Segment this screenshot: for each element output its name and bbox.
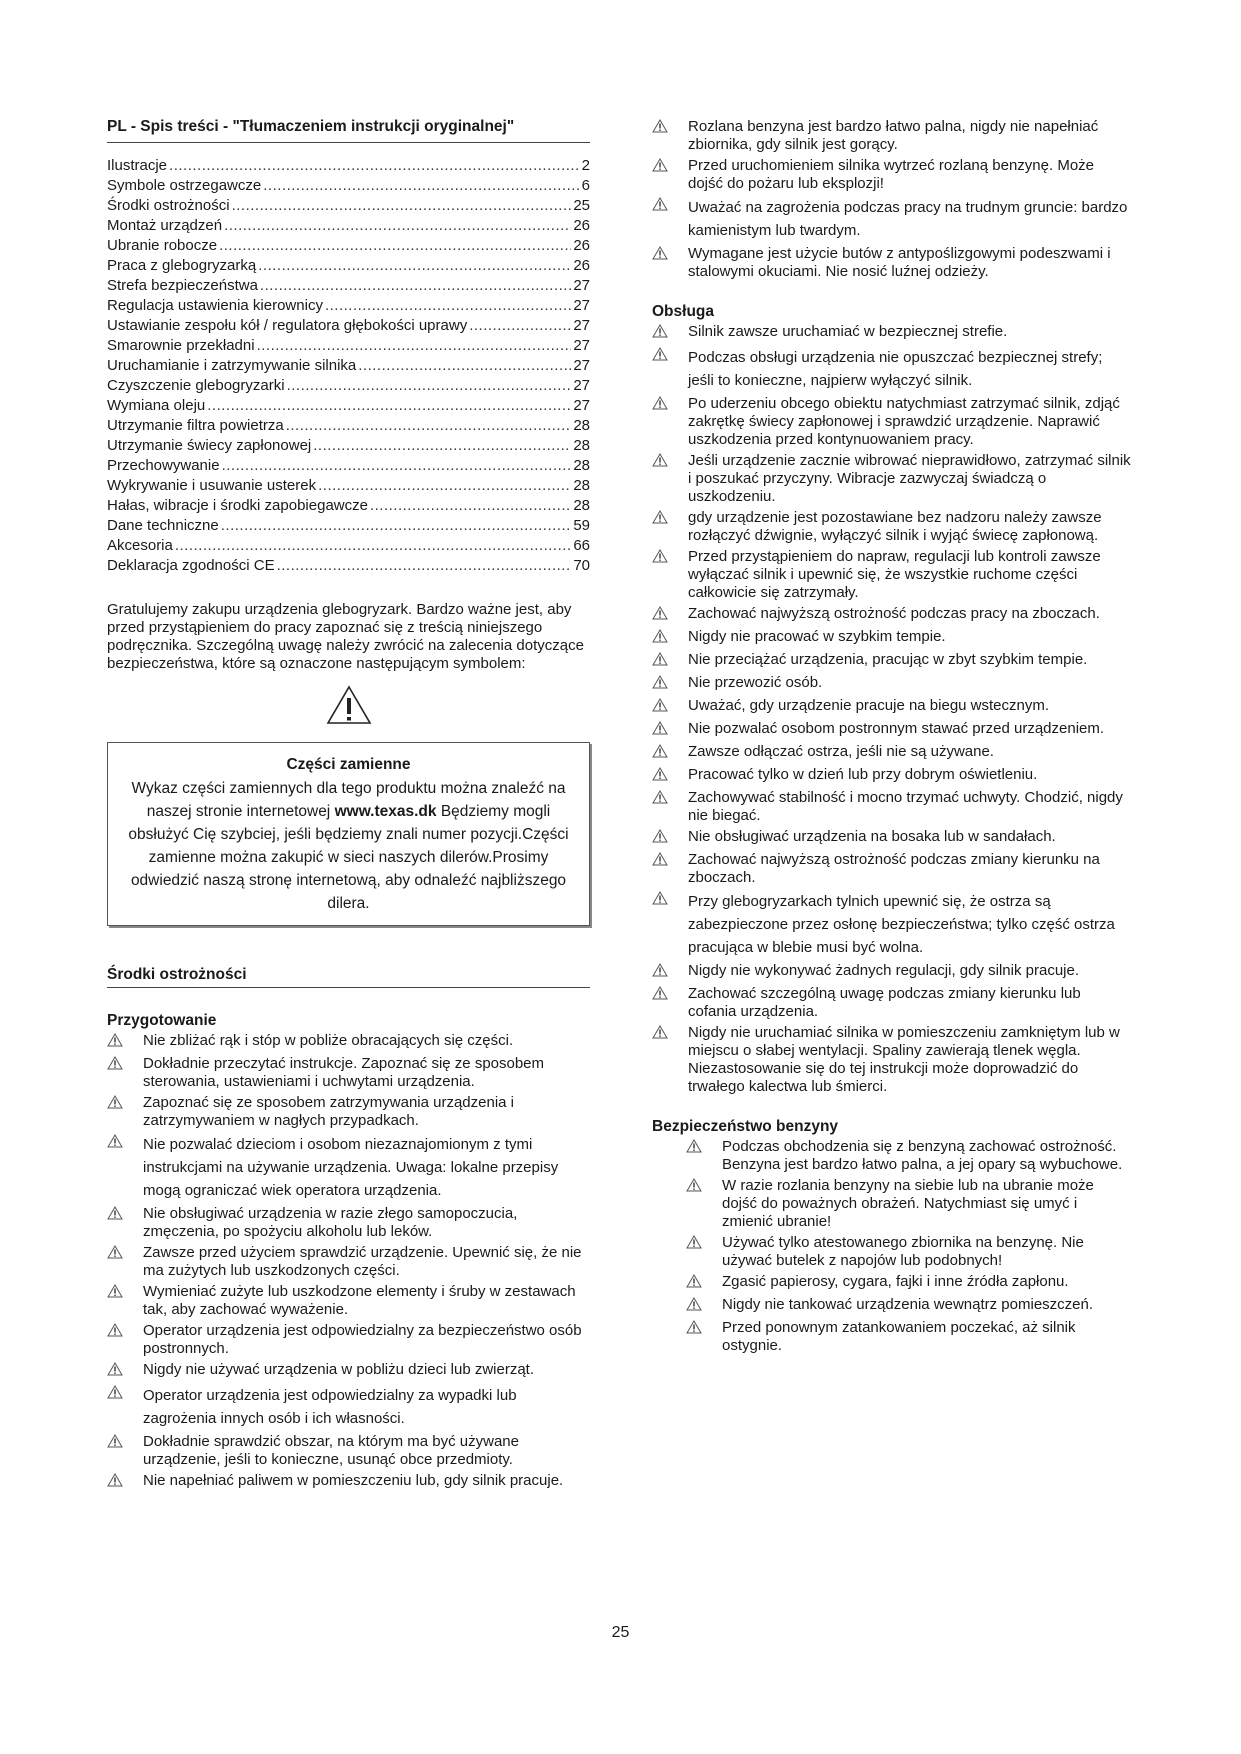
warning-item [652,1138,1132,1174]
warning-triangle-icon [652,605,688,625]
warning-text: Silnik zawsze uruchamiać w bezpiecznej strefie. [688,323,1008,340]
warning-triangle-icon [652,828,688,848]
warning-text: Uważać na zagrożenia podczas pracy na trudnym gruncie: bardzo kamienistym lub twardym. [688,199,1128,239]
preparation-list [107,1032,590,1492]
spare-parts-title: Części zamienne [286,756,411,773]
warning-triangle-icon [107,1433,143,1453]
toc-entry-page: 25 [573,197,590,214]
toc-entry[interactable] [107,417,590,437]
warning-text: Używać tylko atestowanego zbiornika na benzynę. Nie używać butelek z napojów lub podobnych! [722,1234,1084,1269]
warning-text: Nigdy nie używać urządzenia w pobliżu dzieci lub zwierząt. [143,1361,535,1378]
toc-entry-label: Utrzymanie świecy zapłonowej [107,437,312,454]
toc-entry-page: 26 [573,217,590,234]
toc-leader-dots [313,437,571,455]
toc-entry-page: 27 [573,297,590,314]
warning-triangle-icon [652,245,688,265]
warning-item [652,118,1132,154]
warning-item [652,1177,1132,1231]
warning-triangle-icon [652,1177,722,1197]
warning-text: Przed ponownym zatankowaniem poczekać, aż silnik ostygnie. [722,1319,1076,1354]
warning-item [107,1322,590,1358]
warning-text: Przed uruchomieniem silnika wytrzeć rozlaną benzynę. Może dojść do pożaru lub eksplozji! [688,157,1095,192]
warning-item [652,157,1132,193]
warning-item [107,1205,590,1241]
warning-triangle-icon [652,789,688,809]
intro-paragraph: Gratulujemy zakupu urządzenia glebogryzark. Bardzo ważne jest, aby przed przystąpieniem do pracy zapoznać się z treścią niniejszego podręcznika. Szczególną uwagę należy zwrócić na zalecenia dotyczące bezpieczeństwa, które są oznaczone następującym symbolem: [107,601,584,672]
toc-entry[interactable] [107,397,590,417]
toc-entry-label: Symbole ostrzegawcze [107,177,262,194]
toc-entry-label: Regulacja ustawienia kierownicy [107,297,323,314]
warning-triangle-icon [652,628,688,648]
warning-triangle-icon [652,720,688,740]
warning-text: Operator urządzenia jest odpowiedzialny za wypadki lub zagrożenia innych osób i ich własności. [143,1387,517,1427]
warning-item [652,743,1132,763]
toc-leader-dots [258,257,571,275]
warning-item [652,395,1132,449]
preparation-list-continued [652,118,1132,281]
toc-entry-page: 66 [573,537,590,554]
toc-entry[interactable] [107,357,590,377]
warning-text: Rozlana benzyna jest bardzo łatwo palna, nigdy nie napełniać zbiornika, gdy silnik jest gorący. [688,118,1099,153]
left-column [107,118,590,1495]
toc-entry-label: Hałas, wibracje i środki zapobiegawcze [107,497,368,514]
warning-item [107,1032,590,1052]
warning-triangle-icon [652,851,688,871]
toc-entry-page: 27 [573,397,590,414]
warning-text: Nigdy nie pracować w szybkim tempie. [688,628,946,645]
toc-leader-dots [257,337,572,355]
toc-leader-dots [260,277,571,295]
warning-text: Zawsze przed użyciem sprawdzić urządzenie. Upewnić się, że nie ma zużytych lub uszkodzonych części. [143,1244,582,1279]
toc-leader-dots [277,557,572,575]
toc-entry[interactable] [107,537,590,557]
toc-leader-dots [224,217,571,235]
toc-entry-page: 26 [573,237,590,254]
toc-entry[interactable] [107,337,590,357]
warning-text: Jeśli urządzenie zacznie wibrować nieprawidłowo, zatrzymać silnik i poszukać przyczyny. Wibracje zazwyczaj świadczą o uszkodzeniu. [688,452,1131,505]
toc-entry-label: Smarownie przekładni [107,337,255,354]
toc-entry-label: Praca z glebogryzarką [107,257,257,274]
toc-leader-dots [175,537,571,555]
warning-triangle-icon [652,962,688,982]
warning-text: Zachować najwyższą ostrożność podczas pracy na zboczach. [688,605,1100,622]
warning-text: Uważać, gdy urządzenie pracuje na biegu wstecznym. [688,697,1050,714]
warning-item [107,1244,590,1280]
warning-item [107,1055,590,1091]
toc-entry[interactable] [107,237,590,257]
warning-item [652,628,1132,648]
toc-entry-page: 27 [573,317,590,334]
warning-triangle-icon [652,1273,722,1293]
warning-triangle-icon [652,323,688,343]
warning-text: W razie rozlania benzyny na siebie lub na ubranie może dojść do poważnych obrażeń. Natychmiast się umyć i zmienić ubranie! [722,1177,1094,1230]
toc-leader-dots [263,177,579,195]
warning-text: Zawsze odłączać ostrza, jeśli nie są używane. [688,743,994,760]
toc-entry[interactable] [107,557,590,577]
toc-entry-label: Akcesoria [107,537,173,554]
warning-triangle-icon [107,1384,143,1404]
warning-triangle-icon [652,697,688,717]
warning-triangle-icon [107,1055,143,1075]
warning-text: Zachować najwyższą ostrożność podczas zmiany kierunku na zboczach. [688,851,1100,886]
warning-text: Zapoznać się ze sposobem zatrzymywania urządzenia i zatrzymywaniem w nagłych przypadkach. [143,1094,515,1129]
warning-item [652,720,1132,740]
toc-leader-dots [221,517,572,535]
toc-entry-page: 70 [573,557,590,574]
warning-triangle-icon [107,1094,143,1114]
toc-leader-dots [207,397,571,415]
toc-leader-dots [358,357,571,375]
toc-entry[interactable] [107,437,590,457]
warning-item [107,1472,590,1492]
toc-title: PL - Spis treści - "Tłumaczeniem instrukcji oryginalnej" [107,118,590,143]
website-link[interactable]: www.texas.dk [334,803,437,820]
warning-triangle-icon [107,1283,143,1303]
warning-triangle-icon [652,1319,722,1339]
warning-text: Podczas obsługi urządzenia nie opuszczać bezpiecznej strefy; jeśli to konieczne, najpierw wyłączyć silnik. [688,349,1103,389]
toc-entry-label: Utrzymanie filtra powietrza [107,417,284,434]
safety-section-title: Środki ostrożności [107,966,590,988]
warning-text: Wymagane jest użycie butów z antypoślizgowymi podeszwami i stalowymi okuciami. Nie nosić luźnej odzieży. [688,245,1111,280]
warning-text: Nie przeciążać urządzenia, pracując w zbyt szybkim tempie. [688,651,1088,668]
toc-entry-label: Środki ostrożności [107,197,230,214]
toc-entry-label: Uruchamianie i zatrzymywanie silnika [107,357,357,374]
toc-entry[interactable] [107,277,590,297]
warning-item [652,697,1132,717]
toc-entry[interactable] [107,497,590,517]
warning-triangle-icon [107,1244,143,1264]
spare-parts-text: Wykaz części zamiennych dla tego produktu można znaleźć na naszej stronie internetowej www.texas.dk Będziemy mogli obsłużyć Cię szybciej, jeśli będziemy znali numer pozycji.Części zamienne można zakupić w sieci naszych dilerów.Prosimy odwiedzić naszą stronę internetową, aby odnaleźć najbliższego dilera. [128,780,569,912]
warning-triangle-icon [652,548,688,568]
warning-triangle-icon [652,395,688,415]
operation-title: Obsługa [652,303,715,320]
toc-entry-page: 2 [581,157,590,174]
warning-triangle-icon [107,1133,143,1153]
right-column [652,118,1132,1358]
warning-item [652,890,1132,959]
warning-triangle-icon [652,985,688,1005]
warning-triangle-icon [652,651,688,671]
warning-text: Nie obsługiwać urządzenia na bosaka lub w sandałach. [688,828,1056,845]
warning-text: Podczas obchodzenia się z benzyną zachować ostrożność. Benzyna jest bardzo łatwo palna, a jej opary są wybuchowe. [722,1138,1123,1173]
toc-entry[interactable] [107,157,590,177]
warning-item [107,1433,590,1469]
warning-text: Nigdy nie wykonywać żadnych regulacji, gdy silnik pracuje. [688,962,1080,979]
toc-entry-label: Przechowywanie [107,457,220,474]
warning-text: Nigdy nie uruchamiać silnika w pomieszczeniu zamkniętym lub w miejscu o słabej wentylacji. Spaliny zawierają tlenek węgla. Niezastosowanie się do tej instrukcji może doprowadzić do trwałego kalectwa lub śmierci. [688,1024,1120,1095]
toc-entry[interactable] [107,217,590,237]
toc-entry-page: 28 [573,457,590,474]
warning-item [652,851,1132,887]
toc-entry-page: 28 [573,417,590,434]
warning-text: Pracować tylko w dzień lub przy dobrym oświetleniu. [688,766,1038,783]
warning-item [652,452,1132,506]
toc-entry-page: 28 [573,477,590,494]
toc-entry-label: Deklaracja zgodności CE [107,557,275,574]
spare-parts-box [107,742,590,926]
toc-leader-dots [325,297,571,315]
toc-entry[interactable] [107,177,590,197]
warning-item [107,1384,590,1430]
toc-leader-dots [219,237,571,255]
warning-text: Zachować szczególną uwagę podczas zmiany kierunku lub cofania urządzenia. [688,985,1081,1020]
toc-entry-page: 27 [573,277,590,294]
toc-entry[interactable] [107,297,590,317]
toc-leader-dots [370,497,571,515]
toc-leader-dots [287,377,572,395]
toc-entry-label: Wymiana oleju [107,397,206,414]
toc-entry[interactable] [107,317,590,337]
warning-text: Wymieniać zużyte lub uszkodzone elementy i śruby w zestawach tak, aby zachować wyważenie. [143,1283,576,1318]
page-number: 25 [611,1624,630,1641]
warning-text: Zgasić papierosy, cygara, fajki i inne źródła zapłonu. [722,1273,1069,1290]
warning-triangle-icon [652,1024,688,1044]
toc-leader-dots [169,157,580,175]
warning-item [652,605,1132,625]
warning-text: Nie zbliżać rąk i stóp w pobliże obracających się części. [143,1032,514,1049]
toc-leader-dots [222,457,572,475]
warning-item [652,509,1132,545]
warning-item [652,196,1132,242]
warning-item [652,1273,1132,1293]
warning-text: Po uderzeniu obcego obiektu natychmiast zatrzymać silnik, zdjąć zakrętkę świecy zapłonowej i sprawdzić urządzenie. Naprawić uszkodzenia przed kontynuowaniem pracy. [688,395,1120,448]
warning-triangle-icon [652,157,688,177]
warning-item [652,828,1132,848]
warning-triangle-icon [107,685,590,730]
toc-entry-label: Ilustracje [107,157,168,174]
toc-entry-label: Strefa bezpieczeństwa [107,277,258,294]
toc-leader-dots [469,317,571,335]
toc-entry[interactable] [107,517,590,537]
warning-item [107,1094,590,1130]
warning-text: gdy urządzenie jest pozostawiane bez nadzoru należy zawsze rozłączyć dźwignie, wyłączyć silnik i wyjąć świecę zapłonową. [688,509,1102,544]
toc-entry[interactable] [107,197,590,217]
warning-triangle-icon [652,196,688,216]
warning-item [652,323,1132,343]
warning-triangle-icon [652,1234,722,1254]
toc-entry[interactable] [107,257,590,277]
toc-entry[interactable] [107,457,590,477]
warning-text: Przy glebogryzarkach tylnich upewnić się, że ostrza są zabezpieczone przez osłonę bezpieczeństwa; tylko część ostrza pracująca w blebie musi być wolna. [688,893,1115,956]
warning-triangle-icon [107,1032,143,1052]
warning-item [652,674,1132,694]
toc-entry[interactable] [107,477,590,497]
toc-entry-label: Wykrywanie i usuwanie usterek [107,477,317,494]
warning-triangle-icon [652,452,688,472]
operation-list [652,323,1132,1096]
warning-triangle-icon [652,1138,722,1158]
warning-item [652,346,1132,392]
warning-text: Nie pozwalać dzieciom i osobom niezaznajomionym z tymi instrukcjami na używanie urządzenia. Uwaga: lokalne przepisy mogą ograniczać wiek operatora urządzenia. [143,1136,559,1199]
petrol-safety-title: Bezpieczeństwo benzyny [652,1118,839,1135]
warning-text: Operator urządzenia jest odpowiedzialny za bezpieczeństwo osób postronnych. [143,1322,582,1357]
warning-text: Nie napełniać paliwem w pomieszczeniu lub, gdy silnik pracuje. [143,1472,564,1489]
toc-entry[interactable] [107,377,590,397]
toc-entry-label: Czyszczenie glebogryzarki [107,377,285,394]
warning-item [652,789,1132,825]
warning-text: Zachowywać stabilność i mocno trzymać uchwyty. Chodzić, nigdy nie biegać. [688,789,1123,824]
warning-triangle-icon [652,890,688,910]
warning-text: Nigdy nie tankować urządzenia wewnątrz pomieszczeń. [722,1296,1094,1313]
toc-entry-label: Montaż urządzeń [107,217,223,234]
warning-triangle-icon [107,1322,143,1342]
warning-triangle-icon [107,1361,143,1381]
warning-item [107,1283,590,1319]
toc-leader-dots [232,197,572,215]
petrol-safety-list [652,1138,1132,1355]
warning-triangle-icon [652,743,688,763]
warning-item [652,766,1132,786]
warning-text: Dokładnie przeczytać instrukcje. Zapoznać się ze sposobem sterowania, ustawieniami i uchwytami urządzenia. [143,1055,545,1090]
toc-entry-label: Dane techniczne [107,517,219,534]
warning-item [652,548,1132,602]
warning-text: Przed przystąpieniem do napraw, regulacji lub kontroli zawsze wyłączać silnik i upewnić się, że wszystkie ruchome części całkowicie się zatrzymały. [688,548,1101,601]
warning-item [652,651,1132,671]
toc-entry-label: Ubranie robocze [107,237,218,254]
warning-triangle-icon [652,346,688,366]
warning-triangle-icon [652,1296,722,1316]
warning-text: Nie przewozić osób. [688,674,823,691]
toc-entry-page: 27 [573,357,590,374]
warning-item [652,985,1132,1021]
warning-item [652,245,1132,281]
toc-entry-page: 27 [573,337,590,354]
warning-triangle-icon [652,509,688,529]
warning-item [652,1296,1132,1316]
preparation-title: Przygotowanie [107,1012,217,1029]
warning-text: Nie pozwalać osobom postronnym stawać przed urządzeniem. [688,720,1105,737]
toc-leader-dots [318,477,571,495]
warning-triangle-icon [652,674,688,694]
warning-item [652,1024,1132,1096]
toc-entry-page: 59 [573,517,590,534]
warning-item [107,1361,590,1381]
warning-text: Nie obsługiwać urządzenia w razie złego samopoczucia, zmęczenia, po spożyciu alkoholu lub leków. [143,1205,518,1240]
warning-triangle-icon [107,1472,143,1492]
warning-item [652,962,1132,982]
toc-entry-page: 27 [573,377,590,394]
toc-leader-dots [286,417,572,435]
toc-entry-page: 26 [573,257,590,274]
warning-item [652,1319,1132,1355]
warning-triangle-icon [652,118,688,138]
toc-entry-label: Ustawianie zespołu kół / regulatora głębokości uprawy [107,317,468,334]
table-of-contents [107,157,590,577]
warning-item [652,1234,1132,1270]
warning-text: Dokładnie sprawdzić obszar, na którym ma być używane urządzenie, jeśli to konieczne, usunąć obce przedmioty. [143,1433,519,1468]
warning-triangle-icon [652,766,688,786]
toc-entry-page: 28 [573,437,590,454]
toc-entry-page: 6 [581,177,590,194]
toc-entry-page: 28 [573,497,590,514]
warning-triangle-icon [107,1205,143,1225]
warning-item [107,1133,590,1202]
